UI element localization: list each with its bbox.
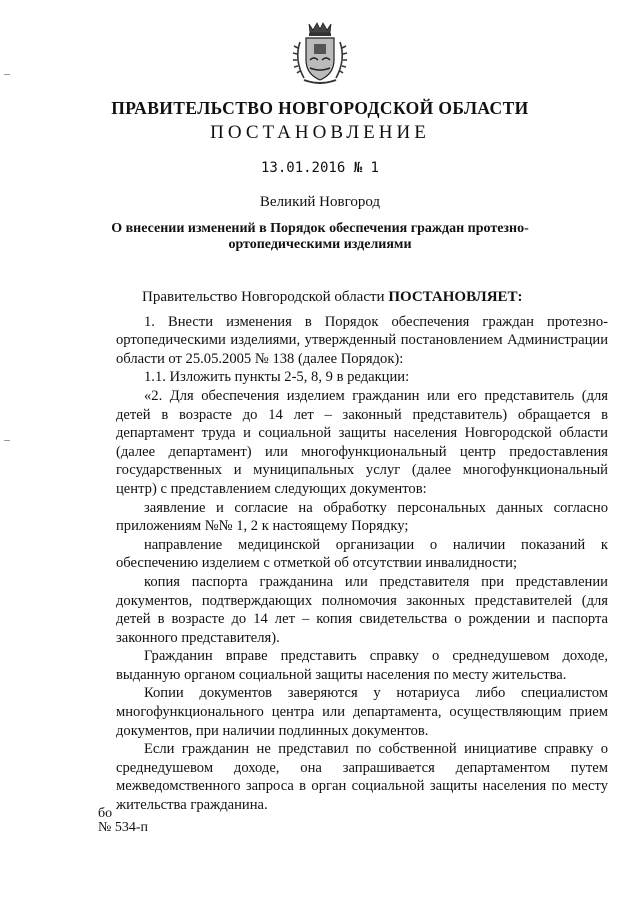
document-body [116,288,608,815]
government-name: ПРАВИТЕЛЬСТВО НОВГОРОДСКОЙ ОБЛАСТИ [111,98,529,118]
body-paragraph: заявление и согласие на обработку персональных данных согласно приложениям №№ 1, 2 к настоящему Порядку; [116,499,608,535]
footer-initials: бо [98,806,113,821]
date-and-number: 13.01.2016 № 1 [260,160,379,176]
document-subject: О внесении изменений в Порядок обеспечения граждан протезно-ортопедическими изделиями [111,221,529,252]
body-paragraph: Если гражданин не представил по собственной инициативе справку о среднедушевом доходе, она запрашивается департаментом путем межведомственного запроса в орган социальной защиты населения по месту жительства гражданина. [116,741,608,814]
novgorod-coat-of-arms-icon [290,20,350,86]
footer-reference: № 534-п [98,820,149,835]
document-type: ПОСТАНОВЛЕНИЕ [210,122,430,143]
body-paragraph: копия паспорта гражданина или представителя при представлении документов, подтверждающих полномочия законных представителей (для детей в возрасте до 14 лет – копия свидетельства о рождении и паспорта законного представителя). [116,573,608,646]
lead-prefix: Правительство Новгородской области [142,289,389,305]
margin-mark [4,440,10,441]
body-paragraph: 1. Внести изменения в Порядок обеспечения граждан протезно-ортопедическими изделиями, утвержденный постановлением Администрации области от 25.05.2005 № 138 (далее Порядок): [116,313,608,367]
body-paragraph: направление медицинской организации о наличии показаний к обеспечению изделием с отметкой об отсутствии инвалидности; [116,536,608,572]
document-footer [98,807,148,835]
lead-resolves: ПОСТАНОВЛЯЕТ: [388,289,523,305]
body-paragraph: Копии документов заверяются у нотариуса либо специалистом многофункционального центра или департамента, осуществляющим прием документов, при наличии подлинных документов. [116,685,608,739]
margin-mark [4,74,10,75]
body-paragraph: 1.1. Изложить пункты 2-5, 8, 9 в редакции: [144,369,410,386]
body-paragraph: Гражданин вправе представить справку о среднедушевом доходе, выданную органом социальной защиты населения по месту жительства. [116,648,608,683]
city-name: Великий Новгород [259,194,381,210]
body-paragraph: «2. Для обеспечения изделием гражданин или его представитель (для детей в возрасте до 14 лет – законный представитель) обращается в департамент труда и социальной защиты населения Новгородской области (далее департамент) или многофункциональный центр предоставления государственных и муниципальных услуг (далее многофункциональный центр) с представлением следующих документов: [116,387,608,497]
resolution-lead [116,288,608,307]
